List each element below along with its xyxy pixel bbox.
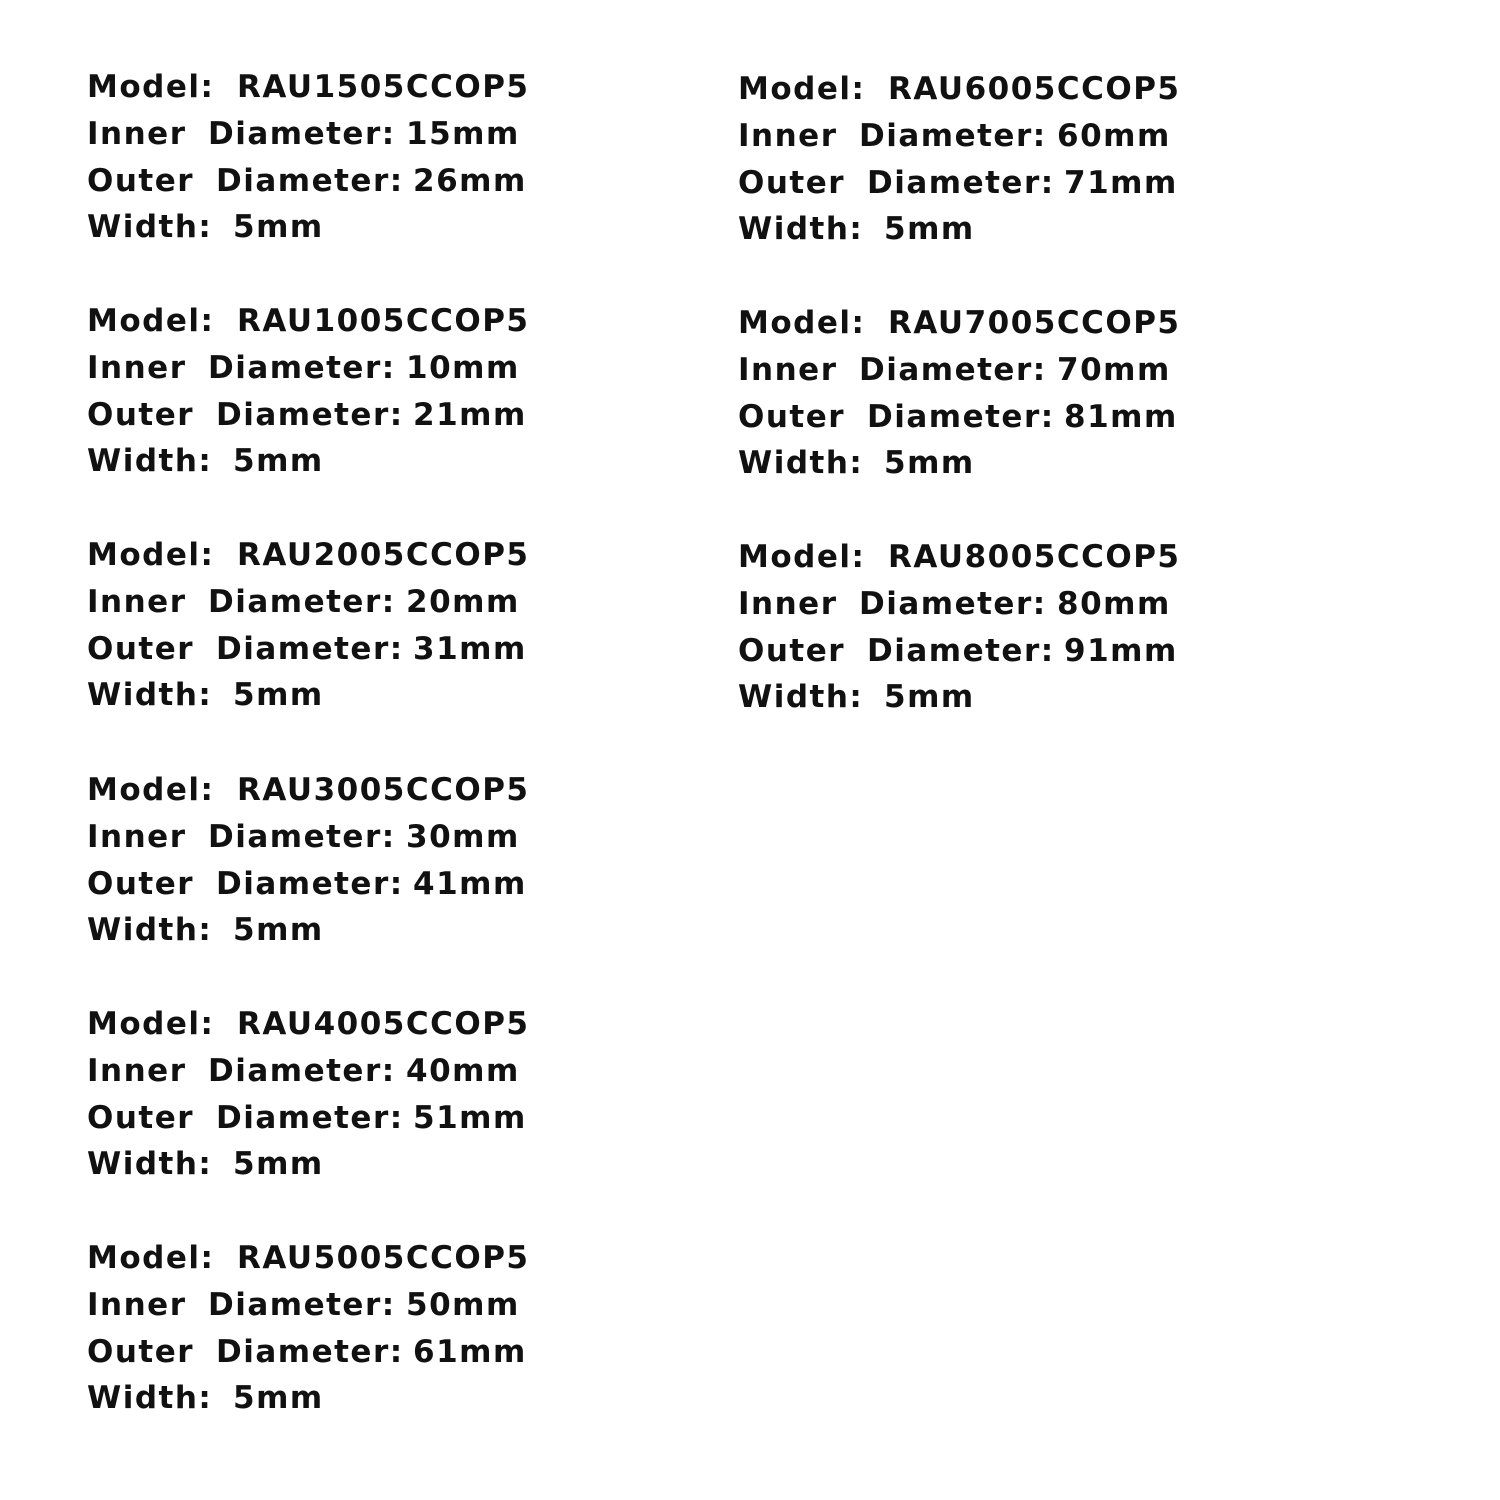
inner-label: Inner	[87, 584, 187, 620]
width-label: Width:	[738, 679, 864, 715]
width-label: Width:	[87, 209, 213, 245]
diameter-label: Diameter:	[859, 352, 1047, 388]
inner-label: Inner	[87, 350, 187, 386]
inner-diameter-value: 80mm	[1057, 586, 1171, 622]
inner-diameter-value: 60mm	[1057, 118, 1171, 154]
width-label: Width:	[87, 443, 213, 479]
width-value: 5mm	[233, 1380, 324, 1416]
model-value: RAU2005CCOP5	[237, 537, 530, 573]
outer-diameter-value: 26mm	[413, 163, 527, 199]
diameter-label: Diameter:	[859, 118, 1047, 154]
model-value: RAU5005CCOP5	[237, 1240, 530, 1276]
inner-diameter-value: 50mm	[406, 1287, 520, 1323]
outer-label: Outer	[87, 1334, 195, 1370]
outer-diameter-value: 71mm	[1064, 165, 1178, 201]
outer-diameter-value: 81mm	[1064, 399, 1178, 435]
outer-diameter-value: 21mm	[413, 397, 527, 433]
width-value: 5mm	[233, 1146, 324, 1182]
diameter-label: Diameter:	[208, 350, 396, 386]
diameter-label: Diameter:	[216, 631, 404, 667]
model-value: RAU1505CCOP5	[237, 69, 530, 105]
width-value: 5mm	[233, 912, 324, 948]
inner-label: Inner	[87, 819, 187, 855]
inner-label: Inner	[738, 352, 838, 388]
inner-label: Inner	[87, 1053, 187, 1089]
diameter-label: Diameter:	[216, 1334, 404, 1370]
diameter-label: Diameter:	[208, 819, 396, 855]
model-label: Model:	[87, 537, 215, 573]
inner-diameter-value: 10mm	[406, 350, 520, 386]
model-value: RAU1005CCOP5	[237, 303, 530, 339]
width-label: Width:	[87, 1380, 213, 1416]
outer-diameter-value: 41mm	[413, 866, 527, 902]
model-value: RAU7005CCOP5	[888, 305, 1181, 341]
model-label: Model:	[87, 303, 215, 339]
diameter-label: Diameter:	[867, 399, 1055, 435]
outer-label: Outer	[87, 1100, 195, 1136]
outer-label: Outer	[738, 399, 846, 435]
inner-label: Inner	[87, 116, 187, 152]
diameter-label: Diameter:	[208, 1287, 396, 1323]
inner-diameter-value: 70mm	[1057, 352, 1171, 388]
inner-label: Inner	[738, 118, 838, 154]
diameter-label: Diameter:	[208, 116, 396, 152]
width-label: Width:	[738, 211, 864, 247]
model-label: Model:	[738, 71, 866, 107]
model-label: Model:	[87, 69, 215, 105]
outer-diameter-value: 51mm	[413, 1100, 527, 1136]
outer-label: Outer	[87, 397, 195, 433]
width-value: 5mm	[884, 445, 975, 481]
inner-diameter-value: 30mm	[406, 819, 520, 855]
outer-diameter-value: 61mm	[413, 1334, 527, 1370]
outer-diameter-value: 91mm	[1064, 633, 1178, 669]
diameter-label: Diameter:	[867, 633, 1055, 669]
width-label: Width:	[738, 445, 864, 481]
model-label: Model:	[87, 1240, 215, 1276]
diameter-label: Diameter:	[216, 1100, 404, 1136]
outer-label: Outer	[738, 633, 846, 669]
width-value: 5mm	[884, 211, 975, 247]
model-label: Model:	[738, 539, 866, 575]
model-value: RAU3005CCOP5	[237, 772, 530, 808]
width-label: Width:	[87, 1146, 213, 1182]
outer-label: Outer	[87, 163, 195, 199]
inner-diameter-value: 40mm	[406, 1053, 520, 1089]
inner-diameter-value: 15mm	[406, 116, 520, 152]
outer-label: Outer	[87, 631, 195, 667]
diameter-label: Diameter:	[208, 1053, 396, 1089]
model-value: RAU8005CCOP5	[888, 539, 1181, 575]
model-value: RAU4005CCOP5	[237, 1006, 530, 1042]
outer-label: Outer	[738, 165, 846, 201]
outer-diameter-value: 31mm	[413, 631, 527, 667]
diameter-label: Diameter:	[216, 866, 404, 902]
width-value: 5mm	[884, 679, 975, 715]
inner-label: Inner	[738, 586, 838, 622]
model-label: Model:	[738, 305, 866, 341]
width-label: Width:	[87, 677, 213, 713]
width-value: 5mm	[233, 209, 324, 245]
inner-diameter-value: 20mm	[406, 584, 520, 620]
diameter-label: Diameter:	[208, 584, 396, 620]
outer-label: Outer	[87, 866, 195, 902]
model-label: Model:	[87, 1006, 215, 1042]
diameter-label: Diameter:	[216, 163, 404, 199]
width-value: 5mm	[233, 443, 324, 479]
diameter-label: Diameter:	[867, 165, 1055, 201]
width-label: Width:	[87, 912, 213, 948]
width-value: 5mm	[233, 677, 324, 713]
model-value: RAU6005CCOP5	[888, 71, 1181, 107]
diameter-label: Diameter:	[859, 586, 1047, 622]
diameter-label: Diameter:	[216, 397, 404, 433]
inner-label: Inner	[87, 1287, 187, 1323]
model-label: Model:	[87, 772, 215, 808]
